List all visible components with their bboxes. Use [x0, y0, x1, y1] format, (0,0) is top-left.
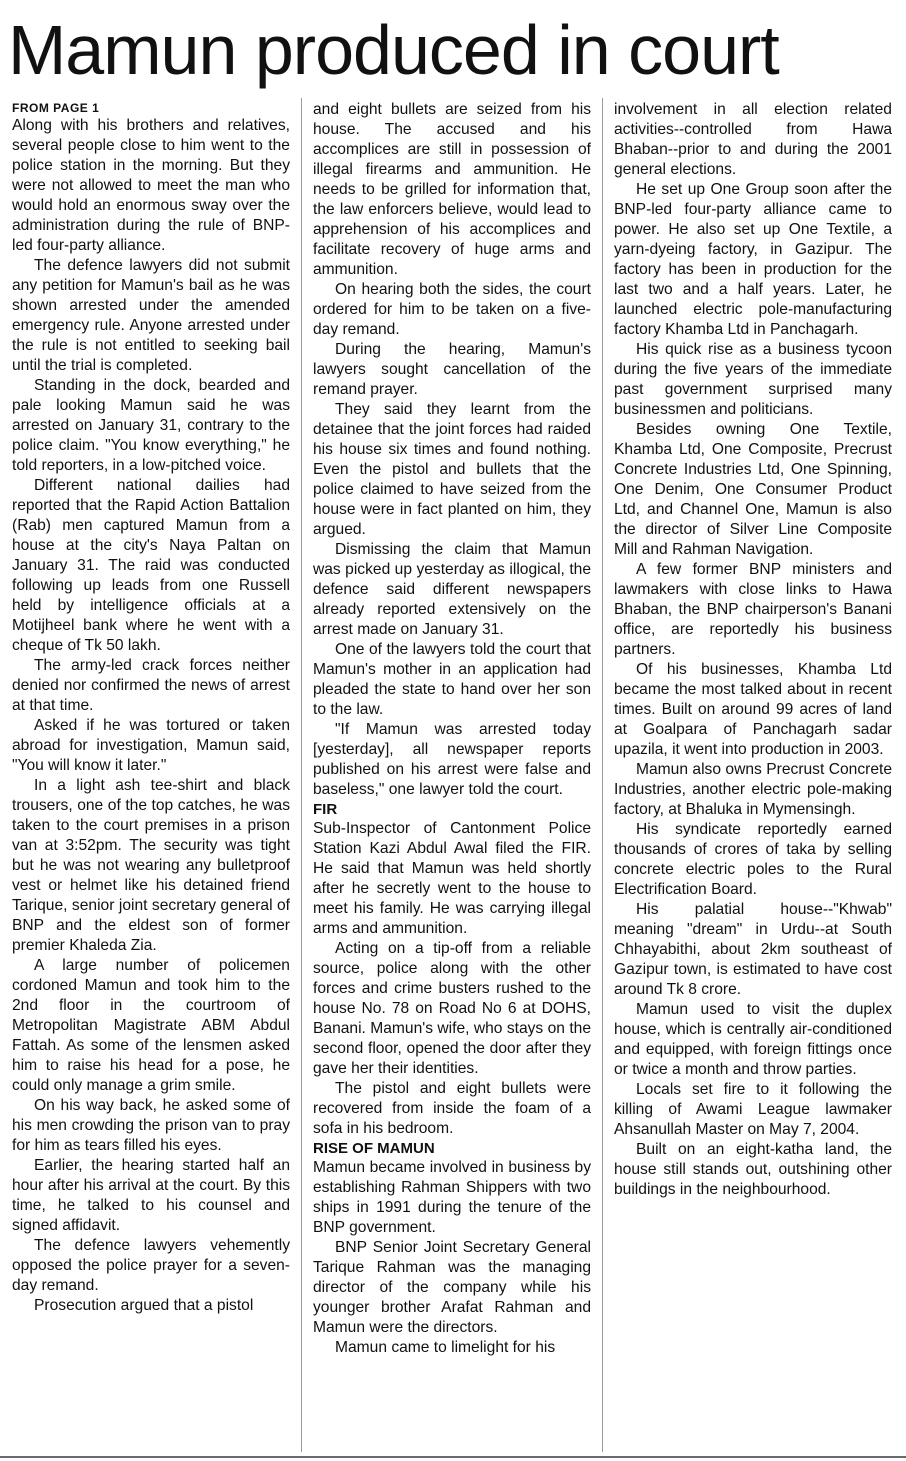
column-1-body	[12, 116, 290, 1316]
paragraph: On hearing both the sides, the court ordered for him to be taken on a five-day remand.	[313, 281, 591, 338]
paragraph: During the hearing, Mamun's lawyers sought cancellation of the remand prayer.	[313, 341, 591, 398]
subhead: FIR	[313, 801, 338, 818]
paragraph: Prosecution argued that a pistol	[34, 1297, 254, 1314]
paragraph: Acting on a tip-off from a reliable source, police along with the other forces and crime busters rushed to the house No. 78 on Road No 6 at DOHS, Banani. Mamun's wife, who stays on the second floor, opened the door after they gave her their identities.	[313, 940, 591, 1077]
paragraph: and eight bullets are seized from his house. The accused and his accomplices are still in possession of illegal firearms and ammunition. He needs to be grilled for information that, the law enforcers believe, would lead to apprehension of his accomplices and facilitate recovery of huge arms and ammunition.	[313, 101, 591, 278]
article-column-3	[614, 100, 892, 1200]
paragraph: BNP Senior Joint Secretary General Tarique Rahman was the managing director of the company while his younger brother Arafat Rahman and Mamun were the directors.	[313, 1239, 591, 1336]
column-2-body	[313, 100, 591, 1358]
article-column-2	[313, 100, 591, 1358]
paragraph: On his way back, he asked some of his men crowding the prison van to pray for him as tears filled his eyes.	[12, 1097, 290, 1154]
paragraph: They said they learnt from the detainee that the joint forces had raided his house six times and found nothing. Even the pistol and bullets that the police claimed to have seized from the house were in fact planted on him, they argued.	[313, 401, 591, 538]
paragraph: Mamun used to visit the duplex house, which is centrally air-conditioned and equipped, with foreign fittings once or twice a month and throw parties.	[614, 1001, 892, 1078]
column-rule-2	[602, 98, 603, 1452]
paragraph: involvement in all election related activities--controlled from Hawa Bhaban--prior to and during the 2001 general elections.	[614, 101, 892, 178]
column-rule-1	[301, 98, 302, 1452]
paragraph: Different national dailies had reported that the Rapid Action Battalion (Rab) men captured Mamun from a house at the city's Naya Paltan on January 31. The raid was conducted following up leads from one Russell held by intelligence officials at a Motijheel bank where he went with a cheque of Tk 50 lakh.	[12, 477, 290, 654]
paragraph: Built on an eight-katha land, the house still stands out, outshining other buildings in the neighbourhood.	[614, 1141, 892, 1198]
paragraph: Earlier, the hearing started half an hour after his arrival at the court. By this time, he talked to his counsel and signed affidavit.	[12, 1157, 290, 1234]
paragraph: Of his businesses, Khamba Ltd became the most talked about in recent times. Built on around 99 acres of land at Goalpara of Panchagarh sadar upazila, it went into production in 2003.	[614, 661, 892, 758]
paragraph: The defence lawyers did not submit any petition for Mamun's bail as he was shown arrested under the amended emergency rule. Anyone arrested under the rule is not entitled to seeking bail until the trial is completed.	[12, 257, 290, 374]
paragraph: A large number of policemen cordoned Mamun and took him to the 2nd floor in the courtroom of Metropolitan Magistrate ABM Abdul Fattah. As some of the lensmen asked him to raise his head for a pose, he could only manage a grim smile.	[12, 957, 290, 1094]
paragraph: He set up One Group soon after the BNP-led four-party alliance came to power. He also set up One Textile, a yarn-dyeing factory, in Gazipur. The factory has been in production for the last two and a half years. Later, he launched electric pole-manufacturing factory Khamba Ltd in Panchagarh.	[614, 181, 892, 338]
paragraph: "If Mamun was arrested today [yesterday], all newspaper reports published on his arrest were false and baseless," one lawyer told the court.	[313, 721, 591, 798]
paragraph: A few former BNP ministers and lawmakers with close links to Hawa Bhaban, the BNP chairperson's Banani office, are reportedly his business partners.	[614, 561, 892, 658]
bottom-rule	[0, 1456, 906, 1458]
column-3-body	[614, 100, 892, 1200]
paragraph: Dismissing the claim that Mamun was picked up yesterday as illogical, the defence said different newspapers already reported extensively on the arrest made on January 31.	[313, 541, 591, 638]
headline: Mamun produced in court	[8, 11, 779, 89]
paragraph: The army-led crack forces neither denied nor confirmed the news of arrest at that time.	[12, 657, 290, 714]
paragraph: The pistol and eight bullets were recovered from inside the foam of a sofa in his bedroom.	[313, 1080, 591, 1137]
paragraph: Mamun became involved in business by establishing Rahman Shippers with two ships in 1991 during the tenure of the BNP government.	[313, 1159, 591, 1236]
kicker-from-page-1: FROM PAGE 1	[12, 101, 100, 115]
paragraph: Mamun came to limelight for his	[335, 1339, 556, 1356]
paragraph: Sub-Inspector of Cantonment Police Station Kazi Abdul Awal filed the FIR. He said that Mamun was held shortly after he secretly went to the house to meet his family. He was carrying illegal arms and ammunition.	[313, 820, 591, 937]
paragraph: His palatial house--"Khwab" meaning "dream" in Urdu--at South Chhayabithi, about 2km southeast of Gazipur town, is estimated to have cost around Tk 8 crore.	[614, 901, 892, 998]
paragraph: Mamun also owns Precrust Concrete Industries, another electric pole-making factory, at Bhaluka in Mymensingh.	[614, 761, 892, 818]
paragraph: His quick rise as a business tycoon during the five years of the immediate past government surprised many businessmen and politicians.	[614, 341, 892, 418]
paragraph: His syndicate reportedly earned thousands of crores of taka by selling concrete electric poles to the Rural Electrification Board.	[614, 821, 892, 898]
article-column-1	[12, 100, 290, 1316]
paragraph: Locals set fire to it following the killing of Awami League lawmaker Ahsanullah Master on May 7, 2004.	[614, 1081, 892, 1138]
subhead: RISE OF MAMUN	[313, 1140, 435, 1157]
paragraph: In a light ash tee-shirt and black trousers, one of the top catches, he was taken to the court premises in a prison van at 3:52pm. The security was tight but he was not wearing any bulletproof vest or helmet like his detained friend Tarique, senior joint secretary general of BNP and the eldest son of former premier Khaleda Zia.	[12, 777, 290, 954]
paragraph: Asked if he was tortured or taken abroad for investigation, Mamun said, "You will know it later."	[12, 717, 290, 774]
paragraph: Along with his brothers and relatives, several people close to him went to the police station in the morning. But they were not allowed to meet the man who would hold an enormous sway over the administration during the rule of BNP-led four-party alliance.	[12, 117, 290, 254]
paragraph: Besides owning One Textile, Khamba Ltd, One Composite, Precrust Concrete Industries Ltd, One Spinning, One Denim, One Consumer Product Ltd, and Channel One, Mamun is also the director of Silver Line Composite Mill and Rahman Navigation.	[614, 421, 892, 558]
paragraph: Standing in the dock, bearded and pale looking Mamun said he was arrested on January 31, contrary to the police claim. "You know everything," he told reporters, in a low-pitched voice.	[12, 377, 290, 474]
paragraph: The defence lawyers vehemently opposed the police prayer for a seven-day remand.	[12, 1237, 290, 1294]
paragraph: One of the lawyers told the court that Mamun's mother in an application had pleaded the state to hand over her son to the law.	[313, 641, 591, 718]
